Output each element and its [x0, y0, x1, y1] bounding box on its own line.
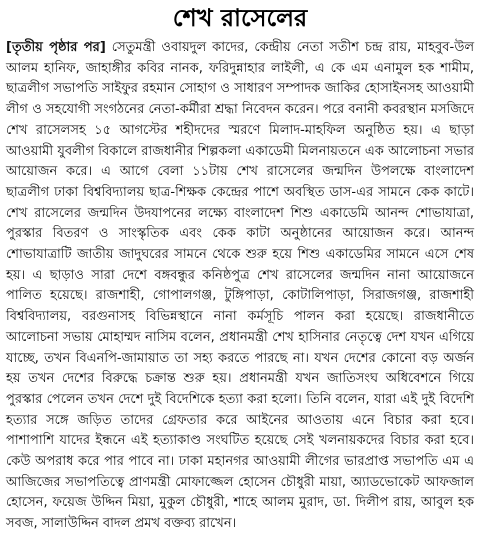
article-headline: শেখ রাসেলের: [172, 3, 308, 32]
continued-from-label: [তৃতীয় পৃষ্ঠার পর]: [6, 40, 106, 55]
article-body: [6, 38, 474, 535]
article-text: সেতুমন্ত্রী ওবায়দুল কাদের, কেন্দ্রীয় নেতা সতীশ চন্দ্র রায়, মাহবুব-উল আলম হানিফ, জাহাঙ্গীর কবির নানক, ফরিদুন্নাহার লাইলী, এ কে এম এনামুল হক শামীম, ছাত্রলীগ সভাপতি সাইফুর রহমান সোহাগ ও সাধারণ সম্পাদক জাকির হোসাইনসহ আওয়ামী লীগ ও সহযোগী সংগঠনের নেতা-কর্মীরা শ্রদ্ধা নিবেদন করেন। পরে বনানী কবরস্থান মসজিদে শেখ রাসেলসহ ১৫ আগস্টের শহীদদের স্মরণে মিলাদ-মাহফিল অনুষ্ঠিত হয়। এ ছাড়া আওয়ামী যুবলীগ বিকালে রাজধানীর শিল্পকলা একাডেমী মিলনায়তনে এক আলোচনা সভার আয়োজন করে। এ আগে বেলা ১১টায় শেখ রাসেলের জন্মদিন উপলক্ষে বাংলাদেশ ছাত্রলীগ ঢাকা বিশ্ববিদ্যালয় ছাত্র-শিক্ষক কেন্দ্রের পাশে অবস্থিত ডাস-এর সামনে কেক কাটে। শেখ রাসেলের জন্মদিন উদযাপনের লক্ষ্যে বাংলাদেশ শিশু একাডেমি আনন্দ শোভাযাত্রা, পুরস্কার বিতরণ ও সাংস্কৃতিক এবং কেক কাটা অনুষ্ঠানের আয়োজন করে। আনন্দ শোভাযাত্রাটি জাতীয় জাদুঘরের সামনে থেকে শুরু হয়ে শিশু একাডেমির সামনে এসে শেষ হয়। এ ছাড়াও সারা দেশে বঙ্গবন্ধুর কনিষ্ঠপুত্র শেখ রাসেলের জন্মদিন নানা আয়োজনে পালিত হয়েছে। রাজশাহী, গোপালগঞ্জ, টুঙ্গিপাড়া, কোটালিপাড়া, সিরাজগঞ্জ, রাজশাহী বিশ্ববিদ্যালয়, বরগুনাসহ বিভিন্নস্থানে নানা কর্মসূচি পালন করা হয়েছে। রাজধানীতে আলোচনা সভায় মোহাম্মদ নাসিম বলেন, প্রধানমন্ত্রী শেখ হাসিনার নেতৃত্বে দেশ যখন এগিয়ে যাচ্ছে, তখন বিএনপি-জামায়াত তা সহ্য করতে পারছে না। যখন দেশের কোনো বড় অর্জন হয় তখন দেশের বিরুদ্ধে চক্রান্ত শুরু হয়। প্রধানমন্ত্রী যখন জাতিসংঘ অধিবেশনে গিয়ে পুরস্কার পেলেন তখন দেশে দুই বিদেশিকে হত্যা করা হলো। তিনি বলেন, যারা এই দুই বিদেশি হত্যার সঙ্গে জড়িত তাদের গ্রেফতার করে আইনের আওতায় এনে বিচার করা হবে। পাশাপাশি যাদের ইন্ধনে এই হত্যাকাণ্ড সংঘটিত হয়েছে সেই খলনায়কদের বিচার করা হবে। কেউ অপরাধ করে পার পাবে না। ঢাকা মহানগর আওয়ামী লীগের ভারপ্রাপ্ত সভাপতি এম এ আজিজের সভাপতিত্বে প্রাণমন্ত্রী মোফাজ্জেল হোসেন চৌধুরী মায়া, অ্যাডভোকেট আফজাল হোসেন, ফয়েজ উদ্দিন মিয়া, মুকুল চৌধুরী, শাহে আলম মুরাদ, ডা. দিলীপ রায়, আবুল হক সবজ, সালাউদ্দিন বাদল প্রমখ বক্তব্য রাখেন।: [6, 40, 475, 532]
